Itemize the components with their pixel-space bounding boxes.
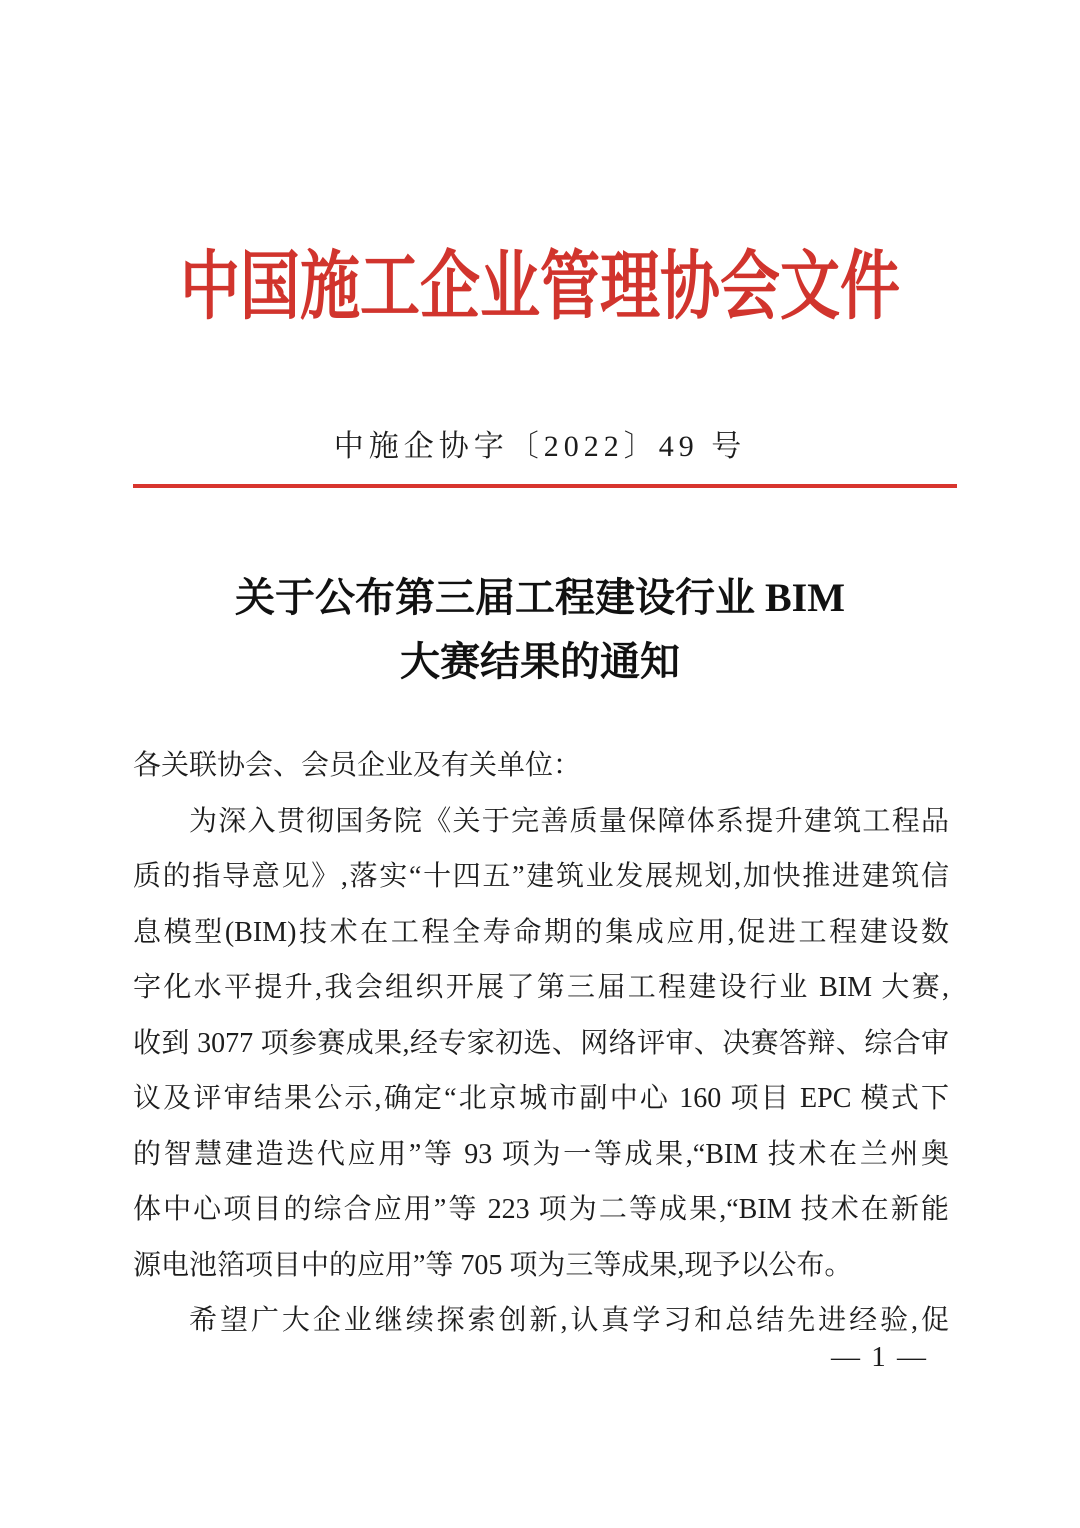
body-line: 体中心项目的综合应用”等 223 项为二等成果,“BIM 技术在新能: [133, 1194, 949, 1225]
body-line: 希望广大企业继续探索创新,认真学习和总结先进经验,促: [189, 1305, 949, 1336]
body-line: 的智慧建造迭代应用”等 93 项为一等成果,“BIM 技术在兰州奥: [133, 1138, 949, 1170]
doc-title-line2: 大赛结果的通知: [400, 639, 680, 684]
body-line-salutation: 各关联协会、会员企业及有关单位：: [133, 750, 582, 781]
document-body: [133, 738, 949, 1349]
body-line: 为深入贯彻国务院《关于完善质量保障体系提升建筑工程品: [189, 805, 949, 837]
body-line: 议及评审结果公示,确定“北京城市副中心 160 项目 EPC 模式下: [133, 1083, 949, 1114]
page-number: — 1 —: [831, 1341, 928, 1373]
body-line: 字化水平提升,我会组织开展了第三届工程建设行业 BIM 大赛,: [133, 972, 949, 1003]
red-divider: [133, 484, 957, 488]
doc-title-line1: 关于公布第三届工程建设行业 BIM: [235, 575, 845, 620]
body-line: 质的指导意见》,落实“十四五”建筑业发展规划,加快推进建筑信: [133, 861, 949, 892]
body-line: 源电池箔项目中的应用”等 705 项为三等成果,现予以公布。: [133, 1249, 853, 1281]
org-title: 中国施工企业管理协会文件: [180, 245, 900, 328]
body-line: 收到 3077 项参赛成果,经专家初选、网络评审、决赛答辩、综合审: [133, 1027, 949, 1059]
doc-number: 中施企协字〔2022〕49 号: [333, 430, 747, 463]
body-line: 息模型(BIM)技术在工程全寿命期的集成应用,促进工程建设数: [133, 916, 949, 948]
doc-title: [0, 566, 1080, 694]
